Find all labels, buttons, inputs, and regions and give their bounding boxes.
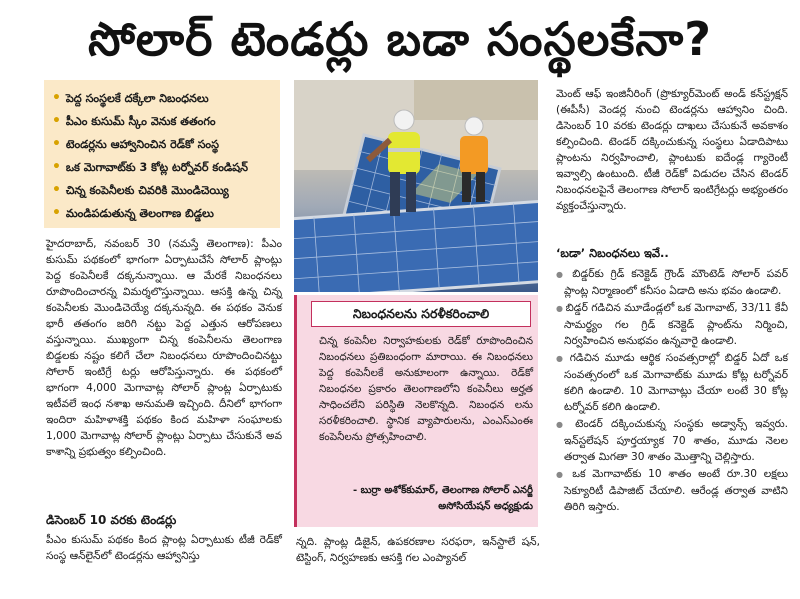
quote-box-body: చిన్న కంపెనీల నిర్వాహకులకు రెడ్‌కో రూపొందించిన నిబంధనలు ప్రతిబంధంగా మారాయి. ఈ నిబంధనలు పెద్ద కంపెనీలకే అనుకూలంగా ఉన్నాయి. రెడ్‌కో నిబంధనల ప్రకారం తెలంగాణలోని కంపెనీలు అర్హత సాధించలేని పరిస్థితి నెలకొన్నది. నిబంధన లను సరళీకరించాలి. స్థానిక వ్యాపారులను, ఎంఎస్ఎంఈ కంపెనీలను ప్రోత్సహించాలి. [319, 335, 533, 443]
highlight-item: • చిన్న కంపెనీలకు చివరికి మొండిచెయ్యి [52, 179, 274, 202]
subheading-tenders: డిసెంబర్ 10 వరకు టెండర్లు [46, 513, 177, 527]
highlights-box [44, 80, 280, 228]
article-body-left: హైదరాబాద్, నవంబర్ 30 (నమస్తే తెలంగాణ): పీఎం కుసుమ్ పథకంలో భాగంగా ఏర్పాటుచేసే సోలార్ ప్లాంట్లు పెద్ద కంపెనీలకే దక్కనున్నాయి. ఆ మేరకే నిబంధనలు రూపొందించారన్న విమర్శలొస్తున్నాయి. ఆసక్తి ఉన్న చిన్న కంపెనీలకు మొండిచెయ్యే దక్కనున్నది. ఈ పథకం వెనుక భారీ తతంగం జరిగి నట్టు పెద్ద ఎత్తున ఆరోపణలు వస్తున్నాయి. ముఖ్యంగా చిన్న కంపెనీలను తెలంగాణ బిడ్డలకు నష్టం కలిగే చేలా నిబంధనలు రూపొందించినట్టు సోలార్ ఇంటిగ్రే టర్లు ఆరోపిస్తున్నారు. ఈ పథకంలో భాగంగా 4,000 మెగావాట్ల సోలార్ ప్లాంట్ల ఏర్పాటుకు ఇటీవలే ఇంధ నశాఖ అనుమతి ఇచ్చింది. దీనిలో భాగంగా ఇందిరా మహిళాశక్తి పథకం కింద మహిళా సంఘాలకు 1,000 మెగావాట్ల సోలార్ ప్లాంట్లు ఏర్పాటు చేసుకునే అవ కాశాన్ని ప్రభుత్వం కల్పించింది. [46, 238, 282, 458]
rule-item: ● బిడ్డర్ గడిచిన మూడేండ్లలో ఒక మెగావాట్, 33/11 కేవీ సామర్థ్యం గల గ్రిడ్ కనెక్టెడ్ ప్లాంట్‌ను నిర్మించి, నిర్వహించిన అనుభవం ఉన్నవారై ఉండాలి. [556, 300, 788, 349]
article-body-middle: న్నది. ప్లాంట్ల డిజైన్, ఉపకరణాల సరఫరా, ఇన్‌స్టాలే షన్, టెస్టింగ్, నిర్వహణకు ఆసక్తి గల ఎంప్యానల్ [296, 536, 540, 564]
solar-workers-photo [294, 80, 538, 292]
highlight-item: • పీఎం కుసుమ్ స్కీం వెనుక తతంగం [52, 110, 274, 133]
article-body-right: మెంట్ ఆఫ్ ఇంజినీరింగ్ (ప్రొక్యూర్‌మెంట్ అండ్ కన్‌స్ట్రక్షన్ (ఈపీసీ) వెండర్ల నుంచి టెండర్లను ఆహ్వానిం చింది. డిసెంబర్ 10 వరకు టెండర్లు దాఖలు చేసుకునే అవకాశం కల్పించింది. టెండర్ దక్కించుకున్న సంస్థలు ఏడాదిపాటు ప్లాంటను నిర్వహించాలి, ప్లాంటుకు ఐదేండ్ల గ్యారెంటీ ఇవ్వాల్సి ఉంటుంది. టీజీ రెడ్‌కో విడుదల చేసిన టెండర్ నిబంధనలపైనే తెలంగాణ సోలార్ ఇంటిగ్రేటర్లు అభ్యంతరం వ్యక్తంచేస్తున్నారు. [556, 88, 788, 212]
subheading-rules: ‘బడా’ నిబంధనలు ఇవే.. [556, 246, 669, 260]
highlight-item: • టెండర్లను ఆహ్వానించిన రెడ్‌కో సంస్థ [52, 133, 274, 156]
highlight-item: • మండిపడుతున్న తెలంగాణ బిడ్డలు [52, 202, 274, 225]
rules-list [556, 266, 788, 516]
rule-item: ● ఒక మెగావాట్‌కు 10 శాతం అంటే రూ.30 లక్షలు సెక్యూరిటీ డిపాజిట్ చేయాలి. ఆరేండ్ల తర్వాత వాటిని తిరిగి ఇస్తారు. [556, 466, 788, 515]
highlight-item: • ఒక మెగావాట్‌కు 3 కోట్ల టర్నోవర్ కండిషన్ [52, 156, 274, 179]
rule-item: ● బిడ్డర్‌కు గ్రిడ్ కనెక్టెడ్ గ్రౌండ్ మౌంటెడ్ సోలార్ పవర్ ప్లాంట్ల నిర్మాణంలో కనీసం ఏడాది అను భవం ఉండాలి. [556, 266, 788, 299]
highlights-list [52, 87, 274, 225]
headline: సోలార్ టెండర్లు బడా సంస్థలకేనా? [88, 12, 712, 66]
rule-item: ● టెండర్ దక్కించుకున్న సంస్థకు అడ్వాన్స్ ఇవ్వరు. ఇన్‌స్టలేషన్ పూర్తయ్యాక 70 శాతం, మూడు నెలల తర్వాత మిగతా 30 శాతం మొత్తాన్ని చెల్లిస్తారు. [556, 416, 788, 465]
quote-box-title: నిబంధనలను సరళీకరించాలి [311, 301, 531, 327]
quote-signature: - బుర్రా అశోక్‌కుమార్, తెలంగాణ సోలార్ ఎనర్జీ అసోసియేషన్ అధ్యక్షుడు [352, 485, 533, 512]
solar-photo-illustration [294, 80, 538, 292]
highlight-item: • పెద్ద సంస్థలకే దక్కేలా నిబంధనలు [52, 87, 274, 110]
rule-item: ● గడిచిన మూడు ఆర్థిక సంవత్సరాల్లో బిడ్డర్ ఏదో ఒక సంవత్సరంలో ఒక మెగావాట్‌కు మూడు కోట్ల టర్నోవర్ కలిగి ఉండాలి. 10 మెగావాట్లు చేయా లంటే 30 కోట్ల టర్నోవర్ కలిగి ఉండాలి. [556, 350, 788, 415]
quote-box [294, 295, 538, 527]
article-body-left-continued: పీఎం కుసుమ్ పథకం కింద ప్లాంట్ల ఏర్పాటుకు టీజీ రెడ్‌కో సంస్థ ఆన్‌లైన్‌లో టెండర్లను ఆహ్వానిస్తు [46, 534, 282, 562]
